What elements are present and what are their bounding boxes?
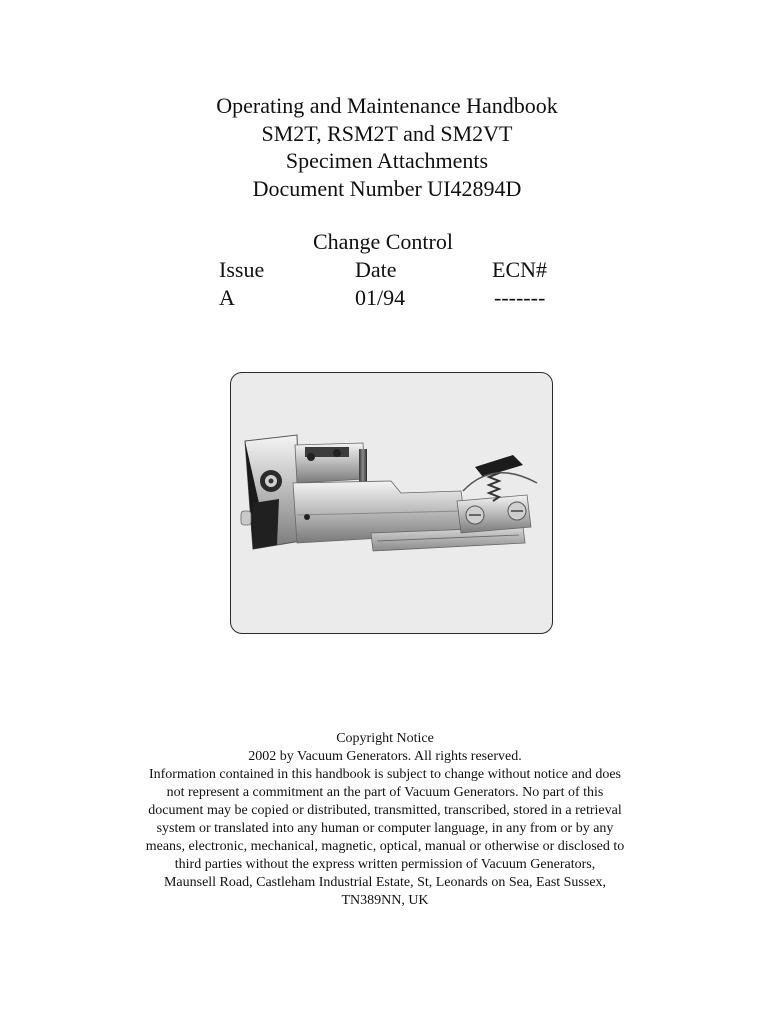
cell-date: 01/94 — [355, 285, 406, 310]
title-line-subject: Specimen Attachments — [285, 148, 489, 173]
copyright-line: not represent a commitment an the part of Vacuum Generators. No part of this — [166, 785, 604, 800]
copyright-notice — [0, 730, 770, 910]
specimen-attachment-photo — [230, 372, 553, 634]
change-control-heading: Change Control — [313, 229, 453, 254]
copyright-line: means, electronic, mechanical, magnetic, optical, manual or otherwise or disclosed to — [145, 839, 625, 854]
column-header-date: Date — [355, 257, 397, 282]
column-header-ecn: ECN# — [492, 257, 547, 282]
copyright-line: Maunsell Road, Castleham Industrial Estate, St, Leonards on Sea, East Sussex, — [163, 875, 607, 890]
specimen-attachment-illustration — [231, 373, 551, 632]
copyright-line: document may be copied or distributed, transmitted, transcribed, stored in a retrieval — [148, 803, 622, 818]
document-title — [0, 92, 770, 202]
title-line-document-number: Document Number UI42894D — [252, 175, 522, 201]
title-line-models: SM2T, RSM2T and SM2VT — [261, 120, 513, 146]
copyright-heading: Copyright Notice — [336, 731, 434, 746]
copyright-line: system or translated into any human or computer language, in any from or by any — [156, 821, 614, 836]
column-header-issue: Issue — [219, 257, 265, 282]
cell-issue: A — [219, 285, 235, 310]
copyright-line: 2002 by Vacuum Generators. All rights reserved. — [248, 749, 522, 764]
copyright-address-postcode: TN389NN, UK — [341, 893, 429, 908]
title-line-handbook: Operating and Maintenance Handbook — [216, 93, 558, 118]
copyright-line: third parties without the express written permission of Vacuum Generators, — [174, 857, 596, 872]
cell-ecn: ------- — [494, 285, 546, 310]
copyright-line: Information contained in this handbook is subject to change without notice and does — [148, 767, 621, 782]
